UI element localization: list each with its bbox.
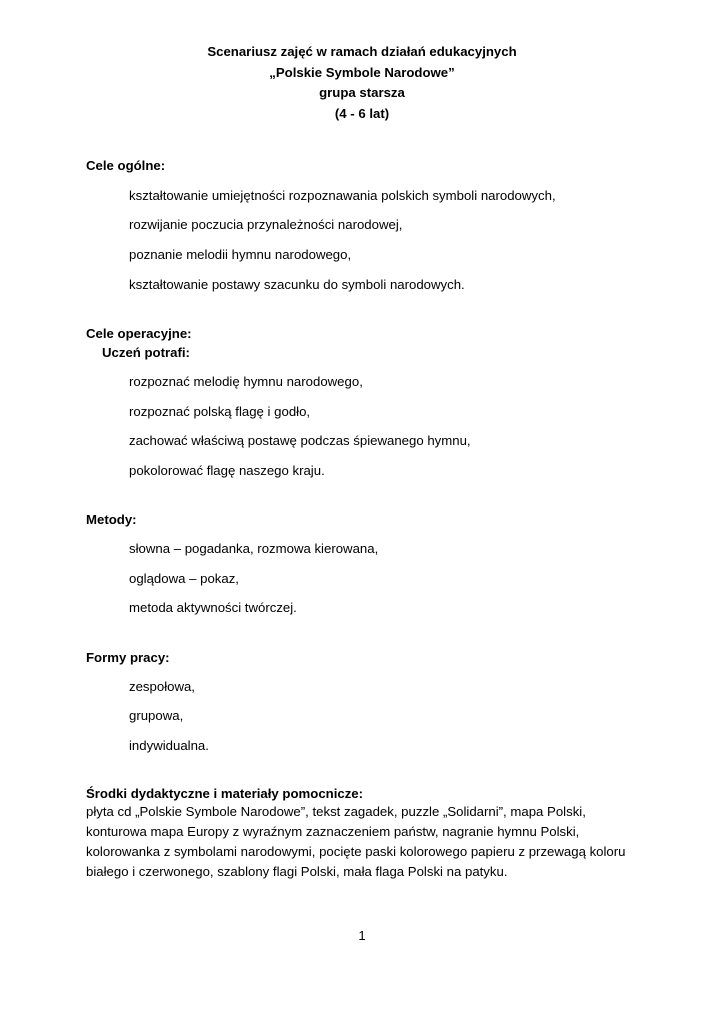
section-heading-metody: Metody: [86, 512, 137, 527]
list-item: oglądowa – pokaz, [129, 571, 239, 586]
section-heading-formy-pracy: Formy pracy: [86, 650, 170, 665]
list-item: pokolorować flagę naszego kraju. [129, 463, 325, 478]
title-line-2: „Polskie Symbole Narodowe” [269, 64, 455, 80]
paragraph-line: kolorowanka z symbolami narodowymi, pocięte paski kolorowego papieru z przewagą koloru [86, 844, 626, 859]
paragraph-line: płyta cd „Polskie Symbole Narodowe”, tekst zagadek, puzzle „Solidarni”, mapa Polski, [86, 804, 586, 819]
section-heading-srodki: Środki dydaktyczne i materiały pomocnicze: [86, 786, 364, 801]
list-item: kształtowanie postawy szacunku do symboli narodowych. [129, 277, 465, 292]
section-subheading-uczen-potrafi: Uczeń potrafi: [102, 345, 190, 360]
section-heading-cele-ogolne: Cele ogólne: [86, 158, 166, 173]
list-item: słowna – pogadanka, rozmowa kierowana, [129, 541, 379, 556]
list-item: indywidualna. [129, 738, 209, 753]
list-item: poznanie melodii hymnu narodowego, [129, 247, 352, 262]
list-item: rozpoznać melodię hymnu narodowego, [129, 374, 363, 389]
paragraph-line: konturowa mapa Europy z wyraźnym zaznaczeniem państw, nagranie hymnu Polski, [86, 824, 580, 839]
list-item: metoda aktywności twórczej. [129, 600, 297, 615]
srodki-paragraph [86, 802, 656, 882]
list-item: rozwijanie poczucia przynależności narodowej, [129, 217, 403, 232]
list-item: zespołowa, [129, 679, 195, 694]
list-item: zachować właściwą postawę podczas śpiewanego hymnu, [129, 433, 471, 448]
list-item: rozpoznać polską flagę i godło, [129, 404, 311, 419]
page-number: 1 [358, 928, 366, 943]
section-heading-cele-operacyjne: Cele operacyjne: [86, 326, 192, 341]
document-title [0, 42, 724, 124]
list-item: kształtowanie umiejętności rozpoznawania polskich symboli narodowych, [129, 188, 556, 203]
title-line-1: Scenariusz zajęć w ramach działań edukacyjnych [207, 44, 517, 59]
paragraph-line: białego i czerwonego, szablony flagi Polski, mała flaga Polski na patyku. [86, 864, 508, 879]
title-line-3: grupa starsza [319, 85, 405, 100]
list-item: grupowa, [129, 708, 184, 723]
title-line-4: (4 - 6 lat) [334, 105, 390, 121]
